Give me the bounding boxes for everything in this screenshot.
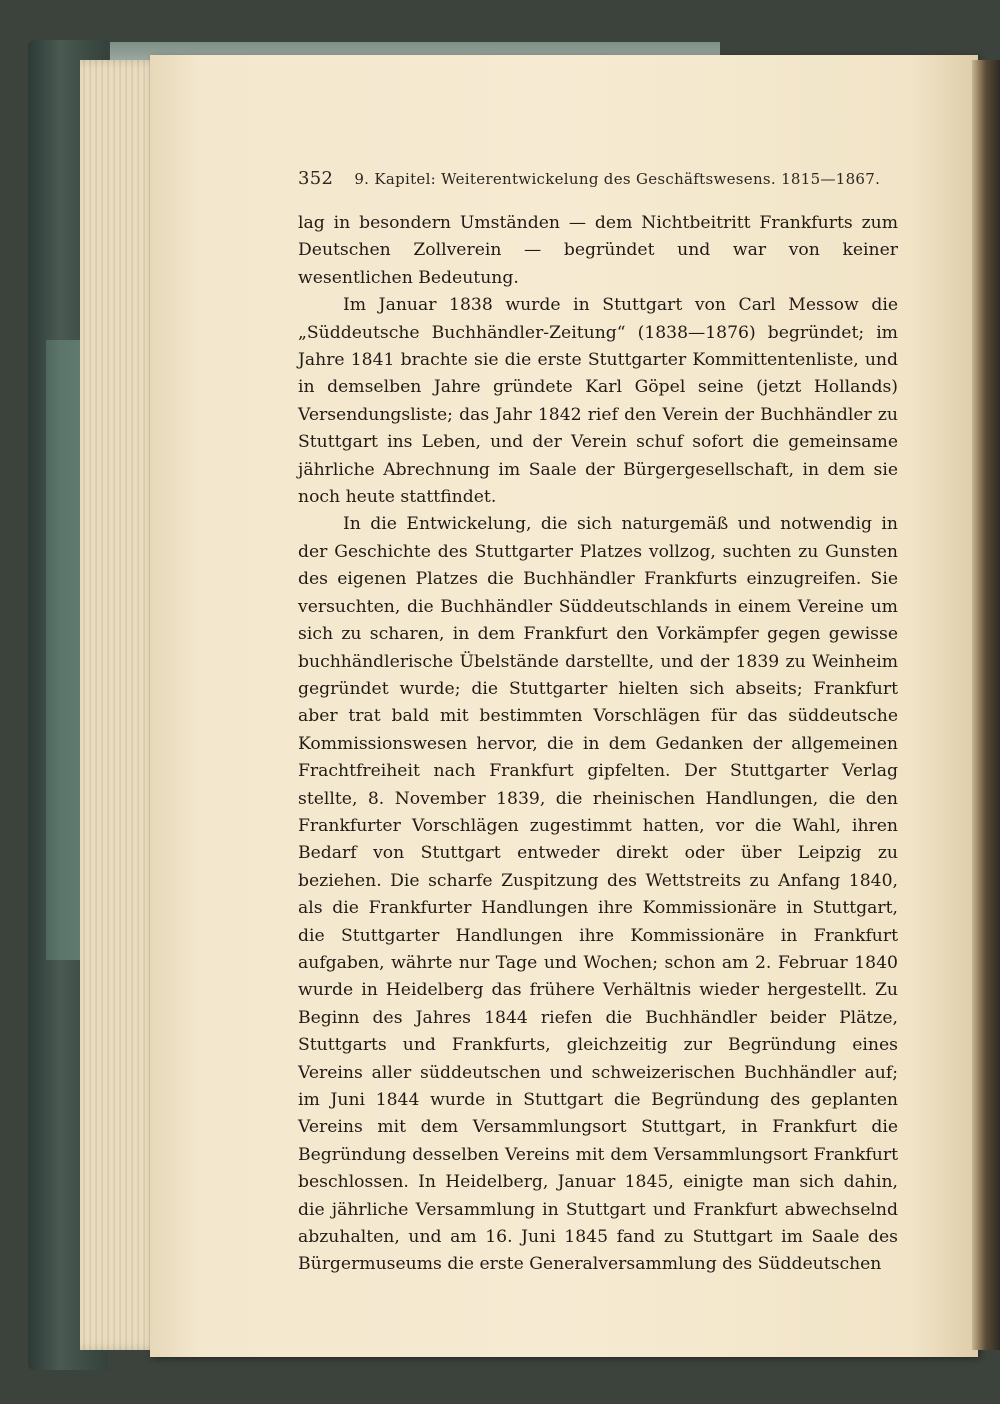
- book-gutter: [972, 60, 1000, 1350]
- running-header: [298, 168, 881, 189]
- running-title: 9. Kapitel: Weiterentwickelung des Geschäftswesens. 1815—1867.: [354, 170, 881, 188]
- paragraph: lag in besondern Umständen — dem Nichtbeitritt Frankfurts zum Deutschen Zollverein — begründet und war von keiner wesentlichen Bedeutung.: [298, 213, 898, 288]
- page-number: 352: [298, 168, 334, 189]
- paragraph: Im Januar 1838 wurde in Stuttgart von Carl Messow die „Süddeutsche Buchhändler-Zeitung“ (1838—1876) begründet; im Jahre 1841 brachte sie die erste Stuttgarter Kommittentenliste, und in demselben Jahre gründete Karl Göpel seine (jetzt Hollands) Versendungsliste; das Jahr 1842 rief den Verein der Buchhändler zu Stuttgart ins Leben, und der Verein schuf sofort die gemeinsame jährliche Abrechnung im Saale der Bürgergesellschaft, in dem sie noch heute stattfindet.: [298, 295, 898, 508]
- body-text: [298, 210, 898, 1279]
- paragraph: In die Entwickelung, die sich naturgemäß und notwendig in der Geschichte des Stuttgarter Platzes vollzog, suchten zu Gunsten des eigenen Platzes die Buchhändler Frankfurts einzugreifen. Sie versuchten, die Buchhändler Süddeutschlands in einem Vereine um sich zu scharen, in dem Frankfurt den Vorkämpfer gegen gewisse buchhändlerische Übelstände darstellte, und der 1839 zu Weinheim gegründet wurde; die Stuttgarter hielten sich abseits; Frankfurt aber trat bald mit bestimmten Vorschlägen für das süddeutsche Kommissionswesen hervor, die in dem Gedanken der allgemeinen Frachtfreiheit nach Frankfurt gipfelten. Der Stuttgarter Verlag stellte, 8. November 1839, die rheinischen Handlungen, die den Frankfurter Vorschlägen zugestimmt hatten, vor die Wahl, ihren Bedarf von Stuttgart entweder direkt oder über Leipzig zu beziehen. Die scharfe Zuspitzung des Wettstreits zu Anfang 1840, als die Frankfurter Handlungen ihre Kommissionäre in Stuttgart, die Stuttgarter Handlungen ihre Kommissionäre in Frankfurt aufgaben, währte nur Tage und Wochen; schon am 2. Februar 1840 wurde in Heidelberg das frühere Verhältnis wieder hergestellt. Zu Beginn des Jahres 1844 riefen die Buchhändler beider Plätze, Stuttgarts und Frankfurts, gleichzeitig zur Begründung eines Vereins aller süddeutschen und schweizerischen Buchhändler auf; im Juni 1844 wurde in Stuttgart die Begründung des geplanten Vereins mit dem Versammlungsort Stuttgart, in Frankfurt die Begründung desselben Vereins mit dem Versammlungsort Frankfurt beschlossen. In Heidelberg, Januar 1845, einigte man sich dahin, die jährliche Versammlung in Stuttgart und Frankfurt abwechselnd abzuhalten, und am 16. Juni 1845 fand zu Stuttgart im Saale des Bürgermuseums die erste Generalversammlung des Süddeutschen: [298, 514, 898, 1275]
